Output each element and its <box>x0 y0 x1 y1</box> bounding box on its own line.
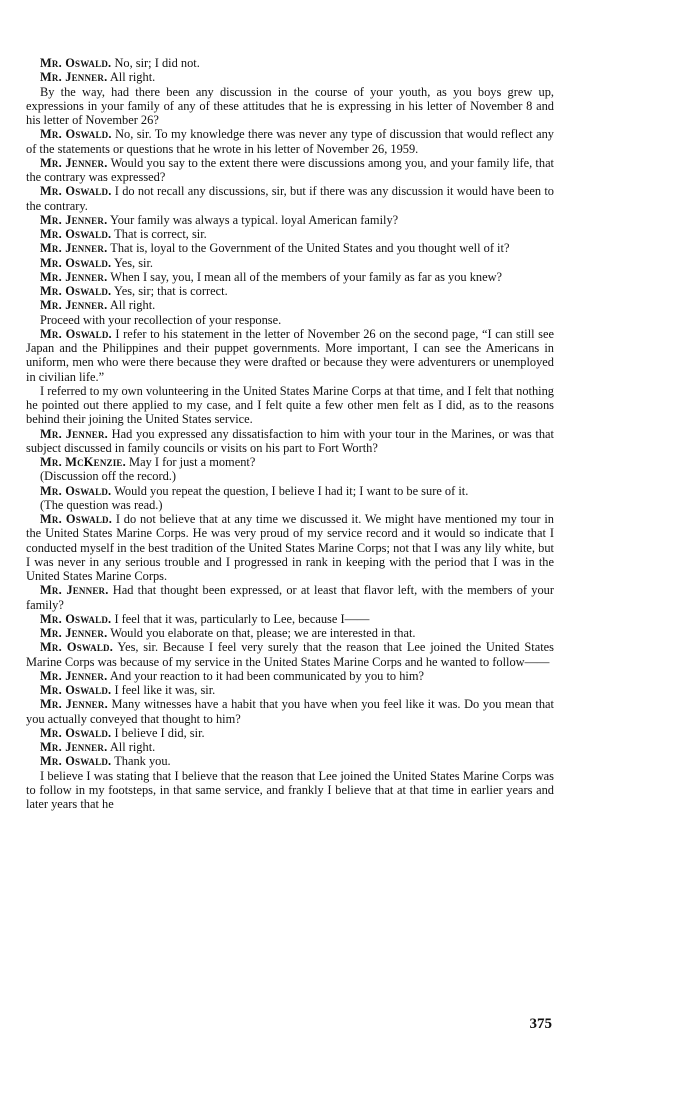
transcript-paragraph <box>26 241 554 255</box>
paragraph-text: I feel like it was, sir. <box>114 683 216 697</box>
paragraph-text: May I for just a moment? <box>129 455 256 469</box>
paragraph-text: Your family was always a typical. loyal American family? <box>110 212 399 227</box>
transcript-paragraph <box>26 740 554 754</box>
transcript-paragraph <box>26 256 554 270</box>
speaker-name: Mr. Oswald. <box>40 725 112 740</box>
speaker-name: Mr. Jenner. <box>40 626 108 640</box>
speaker-name: Mr. Oswald. <box>40 56 112 70</box>
paragraph-text: Would you elaborate on that, please; we are interested in that. <box>110 626 416 640</box>
paragraph-text: Many witnesses have a habit that you have when you feel like it was. Do you mean that you actually conveyed that thought to him? <box>26 697 554 726</box>
page-number: 375 <box>529 1016 552 1032</box>
paragraph-text: I feel that it was, particularly to Lee, because I—— <box>114 611 370 626</box>
transcript-paragraph <box>26 769 554 812</box>
paragraph-text: Yes, sir; that is correct. <box>113 284 228 298</box>
transcript-paragraph <box>26 270 554 284</box>
transcript-paragraph <box>26 726 554 740</box>
speaker-name: Mr. Jenner. <box>40 298 108 313</box>
paragraph-text: That is correct, sir. <box>114 227 207 241</box>
paragraph-text: All right. <box>109 70 156 85</box>
transcript-paragraph <box>26 683 554 697</box>
paragraph-text: (The question was read.) <box>40 497 163 512</box>
speaker-name: Mr. Jenner. <box>40 269 108 284</box>
paragraph-text: Would you say to the extent there were discussions among you, and your family life, that the contrary was expressed? <box>26 155 555 184</box>
transcript-paragraph <box>26 284 554 298</box>
transcript-paragraph <box>26 484 554 498</box>
transcript-paragraph <box>26 298 554 312</box>
transcript-paragraph <box>26 327 554 384</box>
paragraph-text: All right. <box>109 298 156 313</box>
transcript-paragraph <box>26 612 554 626</box>
transcript-paragraph <box>26 583 554 612</box>
paragraph-text: No, sir; I did not. <box>114 56 200 70</box>
speaker-name: Mr. Oswald. <box>40 255 112 270</box>
paragraph-text: Yes, sir. Because I feel very surely that the reason that Lee joined the United States Marine Corps was because of my service in the United States Marine Corps and he wanted to follow—— <box>26 640 554 669</box>
speaker-name: Mr. Jenner. <box>40 426 108 441</box>
transcript-paragraph <box>26 697 554 726</box>
speaker-name: Mr. Oswald. <box>40 483 112 498</box>
paragraph-text: Yes, sir. <box>113 255 154 270</box>
speaker-name: Mr. Jenner. <box>40 740 108 754</box>
speaker-name: Mr. Jenner. <box>40 70 108 85</box>
paragraph-text: I do not recall any discussions, sir, but if there was any discussion it would have been to the contrary. <box>26 184 554 213</box>
transcript-paragraph <box>26 427 554 456</box>
speaker-name: Mr. Jenner. <box>40 668 108 683</box>
paragraph-text: I believe I was stating that I believe that the reason that Lee joined the United States Marine Corps was to follow in my footsteps, in that same service, and frankly I believe that at that time in earlier years and later years that he <box>26 768 554 811</box>
paragraph-text: I referred to my own volunteering in the United States Marine Corps at that time, and I felt that nothing he pointed out there applied to my case, and I felt quite a few other men felt as I did, as to the reasons behind their joining the United States service. <box>26 383 554 427</box>
transcript-paragraph <box>26 127 554 156</box>
paragraph-text: No, sir. To my knowledge there was never any type of discussion that would reflect any of the statements or questions that he wrote in his letter of November 26, 1959. <box>26 127 554 156</box>
speaker-name: Mr. McKenzie. <box>40 455 126 469</box>
speaker-name: Mr. Jenner. <box>40 583 109 598</box>
transcript-paragraph <box>26 227 554 241</box>
transcript-paragraph <box>26 498 554 512</box>
paragraph-text: Would you repeat the question, I believe I had it; I want to be sure of it. <box>114 483 469 498</box>
speaker-name: Mr. Jenner. <box>40 212 108 227</box>
speaker-name: Mr. Oswald. <box>40 284 112 298</box>
speaker-name: Mr. Oswald. <box>40 640 114 655</box>
speaker-name: Mr. Oswald. <box>40 683 112 697</box>
transcript-paragraph <box>26 455 554 469</box>
transcript-paragraph <box>26 184 554 213</box>
speaker-name: Mr. Jenner. <box>40 241 108 256</box>
transcript-paragraph <box>26 213 554 227</box>
paragraph-text: Proceed with your recollection of your response. <box>40 312 282 327</box>
transcript-paragraph <box>26 626 554 640</box>
speaker-name: Mr. Oswald. <box>40 227 112 241</box>
paragraph-text: When I say, you, I mean all of the members of your family as far as you knew? <box>110 269 503 284</box>
transcript-paragraph <box>26 640 554 669</box>
speaker-name: Mr. Oswald. <box>40 127 112 142</box>
transcript-paragraph <box>26 313 554 327</box>
transcript-paragraph <box>26 469 554 483</box>
speaker-name: Mr. Jenner. <box>40 155 108 170</box>
paragraph-text: I believe I did, sir. <box>114 725 205 740</box>
paragraph-text: All right. <box>109 740 156 754</box>
paragraph-text: And your reaction to it had been communicated by you to him? <box>109 668 424 683</box>
speaker-name: Mr. Oswald. <box>40 184 112 199</box>
paragraph-text: That is, loyal to the Government of the United States and you thought well of it? <box>110 241 510 256</box>
speaker-name: Mr. Oswald. <box>40 611 112 626</box>
speaker-name: Mr. Oswald. <box>40 754 112 769</box>
transcript-paragraph <box>26 384 554 427</box>
transcript-paragraph <box>26 70 554 84</box>
transcript-paragraph <box>26 512 554 583</box>
transcript-paragraph <box>26 56 554 70</box>
speaker-name: Mr. Jenner. <box>40 697 108 712</box>
paragraph-text: I do not believe that at any time we discussed it. We might have mentioned my tour in the United States Marine Corps. He was very proud of my service record and it would so indicate that I conducted myself in the best tradition of the United States Marine Corps; not that I was any lily white, but I was never in any serious trouble and I progressed in rank in keeping with the period that I was in the United States Marine Corps. <box>26 512 554 583</box>
transcript-paragraph <box>26 156 554 185</box>
transcript-text <box>26 56 554 811</box>
paragraph-text: By the way, had there been any discussion in the course of your youth, as you boys grew up, expressions in your family of any of these attitudes that he is expressing in his letter of November 8 and his letter of November 26? <box>26 84 554 127</box>
speaker-name: Mr. Oswald. <box>40 512 113 526</box>
paragraph-text: Had you expressed any dissatisfaction to him with your tour in the Marines, or was that subject discussed in family councils or visits on his part to Fort Worth? <box>26 426 555 455</box>
speaker-name: Mr. Oswald. <box>40 326 112 341</box>
paragraph-text: Thank you. <box>114 754 171 769</box>
transcript-paragraph <box>26 669 554 683</box>
paragraph-text: Had that thought been expressed, or at least that flavor left, with the members of your family? <box>26 583 554 612</box>
transcript-paragraph <box>26 754 554 768</box>
paragraph-text: I refer to his statement in the letter of November 26 on the second page, “I can still see Japan and the Philippines and their puppet governments. More important, I can see the Americans in uniform, men who were there because they were drafted or because they were adventurers or unemployed in civilian life.” <box>26 326 554 384</box>
paragraph-text: (Discussion off the record.) <box>40 469 177 484</box>
transcript-paragraph <box>26 85 554 128</box>
